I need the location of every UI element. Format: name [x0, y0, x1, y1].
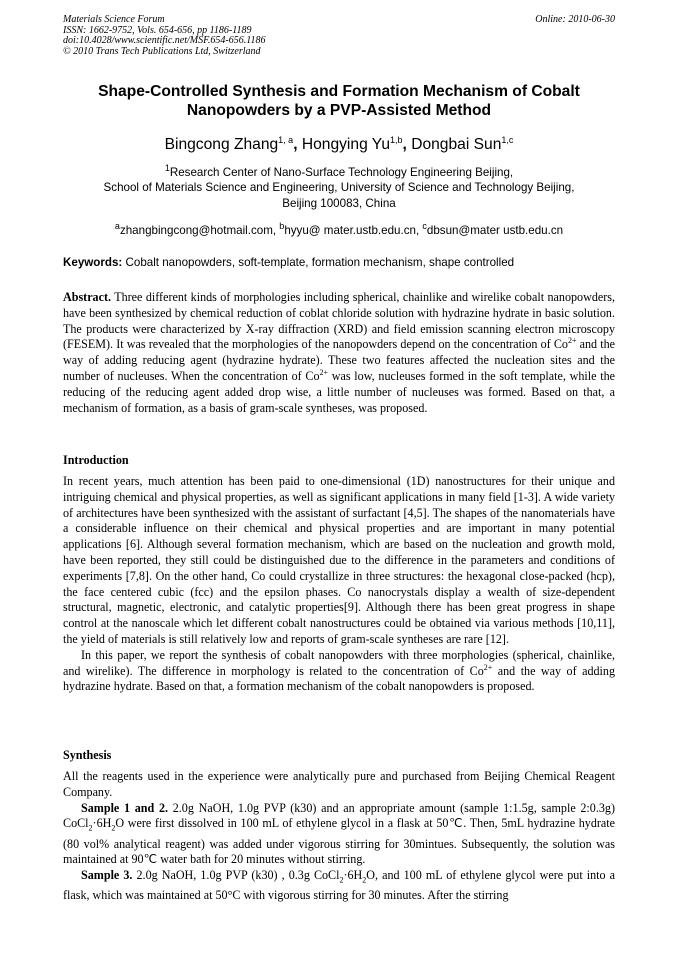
affiliation-line-3: Beijing 100083, China	[282, 197, 396, 211]
author-list: Bingcong Zhang$^{1, a}$, Hongying Yu$^{1,b}$, Dongbai Sun$^{1,c}$	[164, 135, 514, 154]
synthesis-paragraph-1: All the reagents used in the experience were analytically pure and purchased from Beijing Chemical Reagent Company.	[63, 769, 615, 799]
author-emails: $^a$zhangbingcong@hotmail.com, $^b$hyyu@ mater.ustb.edu.cn, $^c$dbsun@mater ustb.edu.cn	[114, 221, 564, 237]
abstract-label: Abstract.	[63, 290, 112, 304]
abstract: Abstract. Three different kinds of morphologies including spherical, chainlike and wirelike cobalt nanopowders, have been synthesized by chemical reduction of coblat chloride solution with hydrazine hydrate in basic solution. The products were characterized by X-ray diffraction (XRD) and field emission scanning electron microscopy (FESEM). It was revealed that the morphologies of the nanopowders depend on the concentration of $Co^{2+}$ and the way of adding reducing agent (hydrazine hydrate). These two features affected the nucleation sites and the number of nucleuses. When the concentration of $Co^{2+}$ was low, nucleuses formed in the soft template, while the reducing of the reducing agent added drop wise, a little number of nucleuses was formed. Based on that, a mechanism of formation, as a basis of gram-scale syntheses, was proposed.	[63, 290, 615, 415]
intro-paragraph-2: In this paper, we report the synthesis of cobalt nanopowders with three morphologies (spherical, chainlike, and wirelike). The difference in morphology is related to the concentration of $Co^{2+}$ and the way of adding hydrazine hydrate. Based on that, a formation mechanism of the cobalt nanopowders is proposed.	[63, 647, 615, 694]
affiliation-line-1: Research Center of Nano-Surface Technology Engineering Beijing,	[169, 165, 514, 179]
keywords	[63, 255, 615, 270]
author-3: Dongbai Sun	[411, 136, 502, 154]
introduction-heading: Introduction	[63, 453, 129, 467]
email-b: hyyu@ mater.ustb.edu.cn,	[284, 223, 423, 237]
synthesis-body	[63, 769, 615, 904]
journal-header	[63, 15, 615, 57]
keywords-label: Keywords:	[63, 256, 123, 269]
affiliation-line-2: School of Materials Science and Engineering, University of Science and Technology Beijing,	[103, 181, 575, 195]
affiliation-mark: 1	[164, 163, 170, 173]
intro-paragraph-1: In recent years, much attention has been paid to one-dimensional (1D) nanostructures for their unique and intriguing chemical and physical properties, as well as significant applications in many field [1-3]. A wide variety of architectures have been synthesized with the assistant of surfactant [4,5]. The shapes of the nanomaterials have a considerable influence on their chemical and physical properties and are important in many potential applications [6]. Although several formation mechanism, which are based on the nucleation and growth mold, have been reported, they still could be distinguished due to the difference in the parameters and conditions of experiments [7,8]. On the other hand, Co could crystallize in three structures: the hexagonal close-packed (hcp), the face centered cubic (fcc) and the epsilon phases. Co nanocrystals display a wealth of size-dependent structural, magnetic, electronic, and catalytic properties[9]. Although there has been great progress in shape control at the nanoscale which let different cobalt nanostructures could be obtained via various methods [10,11], the yield of materials is still relatively low and reports of gram-scale syntheses are rare [12].	[63, 474, 615, 646]
journal-issn: ISSN: 1662-9752, Vols. 654-656, pp 1186-1189	[63, 24, 252, 36]
sample-1-2-label: Sample 1 and 2.	[81, 800, 169, 815]
journal-name: Materials Science Forum	[63, 14, 165, 25]
journal-doi: doi:10.4028/www.scientific.net/MSF.654-656.1186	[63, 35, 266, 47]
title-line-2: Nanopowders by a PVP-Assisted Method	[186, 102, 492, 119]
paper-title	[63, 82, 615, 120]
author-1: Bingcong Zhang	[164, 136, 279, 154]
author-2: Hongying Yu	[301, 136, 391, 154]
sample-3-label: Sample 3.	[81, 868, 133, 883]
author-3-affil: 1,c	[501, 135, 514, 145]
email-a: zhangbingcong@hotmail.com,	[119, 223, 280, 237]
sample-1-2-paragraph: Sample 1 and 2. 2.0g NaOH, 1.0g PVP (k30) and an appropriate amount (sample 1:1.5g, sample 2:0.3g) $CoCl_2\cdot 6H_2O$ were first dissolved in 100 mL of ethylene glycol in a flask at 50℃. Then, 5mL hydrazine hydrate (80 vol% analytical reagent) was added under vigorous stirring for 30mintues. Subsequently, the solution was maintained at 90℃ water bath for 20 minutes without stirring.	[63, 800, 615, 867]
author-1-affil: 1, a	[278, 135, 294, 145]
introduction-body	[63, 474, 615, 695]
online-date: Online: 2010-06-30	[535, 14, 615, 25]
keywords-text: Cobalt nanopowders, soft-template, formation mechanism, shape controlled	[122, 256, 515, 269]
author-2-affil: 1,b	[390, 135, 403, 145]
synthesis-heading: Synthesis	[63, 748, 112, 762]
email-c: dbsun@mater ustb.edu.cn	[426, 223, 564, 237]
sample-3-paragraph: Sample 3. 2.0g NaOH, 1.0g PVP (k30) , 0.3g $CoCl_2\cdot 6H_2O$, and 100 mL of ethylene glycol were put into a flask, which was maintained at 50°C with vigorous stirring for 30 minutes. After the stirring	[63, 868, 615, 903]
affiliation	[63, 161, 615, 212]
journal-copyright: © 2010 Trans Tech Publications Ltd, Switzerland	[63, 45, 261, 57]
title-line-1: Shape-Controlled Synthesis and Formation Mechanism of Cobalt	[98, 83, 580, 100]
